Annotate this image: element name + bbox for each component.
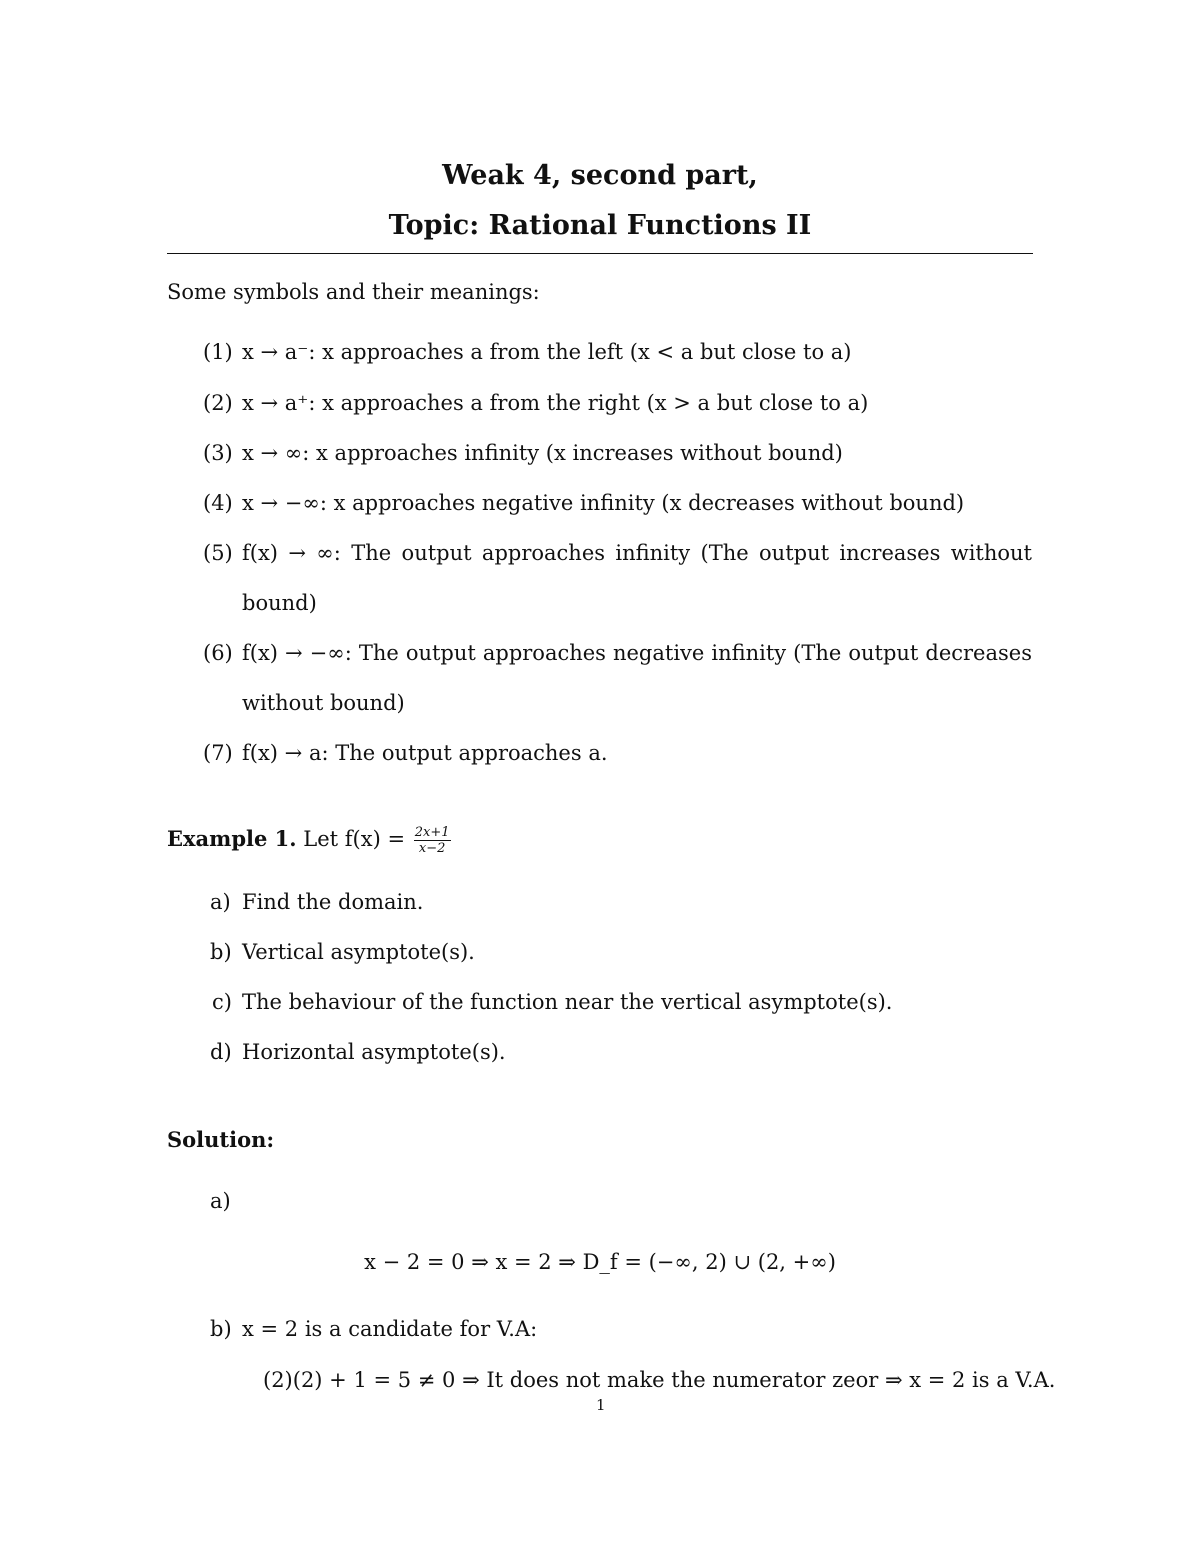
fraction-denominator: x−2 xyxy=(418,841,446,856)
example-fraction xyxy=(414,826,451,855)
solution-b-label: b) xyxy=(210,1317,232,1341)
list-item: x → ∞: x approaches infinity (x increases without bound) xyxy=(242,441,843,465)
fraction-numerator: 2x+1 xyxy=(414,825,450,840)
part-label: d) xyxy=(210,1040,232,1064)
page-title: Weak 4, second part, xyxy=(442,160,758,191)
intro-text: Some symbols and their meanings: xyxy=(167,280,540,304)
solution-heading: Solution: xyxy=(167,1127,275,1152)
page-subtitle: Topic: Rational Functions II xyxy=(388,210,812,241)
list-item: x → a⁺: x approaches a from the right (x > a but close to a) xyxy=(242,391,869,415)
list-item-continuation: bound) xyxy=(242,591,317,615)
list-item-number: (6) xyxy=(203,641,233,665)
part-text: Vertical asymptote(s). xyxy=(242,940,475,964)
list-item-number: (4) xyxy=(203,491,233,515)
list-item-continuation: without bound) xyxy=(242,691,405,715)
list-item: f(x) → a: The output approaches a. xyxy=(242,741,608,765)
example-label: Example 1. xyxy=(167,826,297,851)
list-item-number: (2) xyxy=(203,391,233,415)
list-item: f(x) → −∞: The output approaches negative infinity (The output decreases xyxy=(242,641,1032,665)
list-item-number: (1) xyxy=(203,340,233,364)
example-text: Let f(x) = xyxy=(303,827,406,851)
solution-b-equation: (2)(2) + 1 = 5 ≠ 0 ⇒ It does not make the numerator zeor ⇒ x = 2 is a V.A. xyxy=(263,1368,1056,1392)
list-item-number: (3) xyxy=(203,441,233,465)
list-item-number: (5) xyxy=(203,541,233,565)
solution-a-label: a) xyxy=(210,1189,231,1213)
part-text: The behaviour of the function near the vertical asymptote(s). xyxy=(242,990,893,1014)
solution-a-equation: x − 2 = 0 ⇒ x = 2 ⇒ D_f = (−∞, 2) ∪ (2, +∞) xyxy=(364,1250,836,1274)
page-number: 1 xyxy=(596,1396,606,1414)
part-label: b) xyxy=(210,940,232,964)
list-item: f(x) → ∞: The output approaches infinity (The output increases without xyxy=(242,541,1032,565)
solution-b-text: x = 2 is a candidate for V.A: xyxy=(242,1317,538,1341)
list-item: x → a⁻: x approaches a from the left (x < a but close to a) xyxy=(242,340,852,364)
list-item: x → −∞: x approaches negative infinity (x decreases without bound) xyxy=(242,491,965,515)
part-label: a) xyxy=(210,890,231,914)
part-text: Horizontal asymptote(s). xyxy=(242,1040,506,1064)
example-statement xyxy=(167,826,451,855)
list-item-number: (7) xyxy=(203,741,233,765)
part-text: Find the domain. xyxy=(242,890,424,914)
part-label: c) xyxy=(212,990,232,1014)
title-divider xyxy=(167,253,1033,254)
